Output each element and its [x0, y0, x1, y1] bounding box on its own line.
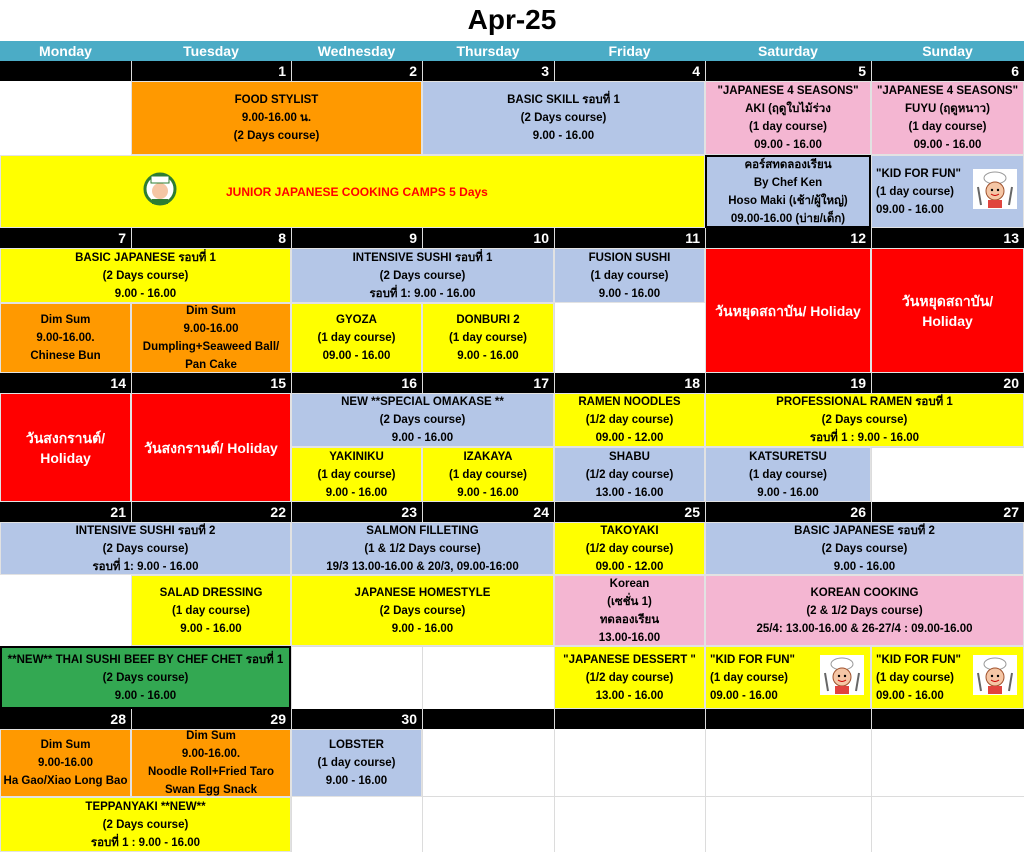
event-line: (1/2 day course): [585, 542, 674, 555]
event-songkran-14[interactable]: [0, 393, 131, 502]
event-line: 09.00 - 16.00: [710, 689, 778, 702]
event-line: 9.00 - 16.00: [532, 130, 595, 142]
event-line: "JAPANESE 4 SEASONS": [717, 85, 859, 97]
event-line: "KID FOR FUN": [710, 653, 796, 666]
event-line: Pan Cake: [185, 359, 237, 371]
event-line: (2 Days course): [102, 818, 189, 831]
event-line: Holiday: [922, 312, 973, 329]
event-line: รอบที่ 1 : 9.00 - 16.00: [90, 836, 201, 849]
event-line: JUNIOR JAPANESE COOKING CAMPS 5 Days: [226, 184, 488, 199]
event-kid-fun-3[interactable]: [871, 646, 1024, 709]
event-line: SALMON FILLETING: [366, 524, 479, 537]
event-line: 9.00 - 16.00: [180, 622, 242, 635]
event-lobster[interactable]: [291, 729, 422, 797]
event-line: SALAD DRESSING: [159, 586, 263, 599]
page-title: Apr-25: [467, 4, 557, 35]
event-line: AKI (ฤดูใบไม้ร่วง: [745, 103, 831, 115]
event-line: Holiday: [40, 449, 91, 466]
day-number: 24: [533, 504, 549, 520]
day-number: 2: [409, 63, 417, 79]
event-holiday-13[interactable]: [871, 248, 1024, 373]
day-number: 13: [1003, 230, 1019, 246]
day-number: 11: [685, 230, 700, 246]
event-line: (1 day course): [449, 332, 527, 344]
event-line: BASIC JAPANESE รอบที่ 1: [75, 251, 216, 264]
event-line: วันสงกรานต์/: [25, 429, 106, 446]
event-line: YAKINIKU: [329, 450, 384, 463]
event-fuyu[interactable]: [871, 81, 1024, 155]
event-junior-camp[interactable]: [0, 155, 705, 228]
day-number: 4: [692, 63, 700, 79]
event-jp-dessert[interactable]: [554, 646, 705, 709]
event-line: "JAPANESE DESSERT ": [563, 653, 696, 666]
event-line: INTENSIVE SUSHI รอบที่ 1: [352, 251, 493, 264]
event-line: FUSION SUSHI: [588, 251, 671, 264]
event-line: 9.00 - 16.00: [457, 486, 519, 499]
event-food-stylist[interactable]: [131, 81, 422, 155]
event-line: RAMEN NOODLES: [578, 396, 681, 408]
day-number: 17: [533, 375, 549, 391]
event-line: FUYU (ฤดูหนาว): [905, 103, 990, 115]
event-line: (1 day course): [908, 121, 987, 133]
day-header-sunday: Sunday: [871, 41, 1024, 61]
day-number: 22: [270, 504, 286, 520]
day-header-monday: Monday: [0, 41, 131, 61]
event-line: "KID FOR FUN": [876, 167, 962, 180]
event-line: 9.00 - 16.00: [114, 689, 177, 702]
chef-kid-icon: [973, 655, 1017, 695]
event-line: BASIC JAPANESE รอบที่ 2: [794, 524, 935, 537]
event-line: Korean: [609, 577, 650, 590]
event-line: (2 Days course): [821, 542, 908, 555]
event-line: 09.00 - 16.00: [754, 139, 822, 151]
event-line: SHABU: [609, 450, 650, 463]
event-trial-ken[interactable]: [705, 155, 871, 228]
event-line: วันหยุดสถาบัน/ Holiday: [715, 302, 861, 319]
day-number: 20: [1003, 375, 1019, 391]
event-line: Hoso Maki (เช้า/ผู้ใหญ่): [728, 194, 848, 207]
event-line: (2 Days course): [821, 414, 908, 426]
day-number: 14: [110, 375, 126, 391]
event-line: รอบที่ 1 : 9.00 - 16.00: [809, 432, 920, 444]
day-number: 27: [1003, 504, 1019, 520]
event-korean-cooking[interactable]: [705, 575, 1024, 646]
day-number: 12: [850, 230, 866, 246]
event-izakaya[interactable]: [422, 447, 554, 502]
event-teppanyaki[interactable]: [0, 797, 291, 852]
event-line: Dim Sum: [40, 739, 91, 751]
day-number: 8: [278, 230, 286, 246]
event-line: BASIC SKILL รอบที่ 1: [507, 94, 620, 106]
event-line: LOBSTER: [329, 739, 384, 751]
event-line: "KID FOR FUN": [876, 653, 962, 666]
event-pro-ramen[interactable]: [705, 393, 1024, 447]
day-header-tuesday: Tuesday: [131, 41, 291, 61]
event-line: 9.00 - 16.00: [391, 622, 454, 635]
event-line: 9.00 - 16.00: [325, 486, 388, 499]
event-line: (2 Days course): [379, 414, 466, 426]
event-line: GYOZA: [336, 314, 377, 326]
event-line: IZAKAYA: [463, 450, 513, 463]
day-header-saturday: Saturday: [705, 41, 871, 61]
camp-logo-icon: [138, 172, 182, 206]
event-line: (2 Days course): [520, 112, 607, 124]
event-donburi[interactable]: [422, 303, 554, 373]
day-number: 15: [270, 375, 286, 391]
event-line: TEPPANYAKI **NEW**: [85, 800, 206, 813]
event-line: TAKOYAKI: [600, 524, 659, 537]
event-line: "JAPANESE 4 SEASONS": [876, 85, 1019, 97]
event-line: 09.00 - 16.00: [322, 350, 391, 362]
event-line: 9.00-16.00.: [181, 748, 241, 760]
event-line: Chinese Bun: [30, 350, 101, 362]
event-line: Noodle Roll+Fried Taro: [148, 766, 274, 778]
event-line: PROFESSIONAL RAMEN รอบที่ 1: [776, 396, 953, 408]
event-line: (2 Days course): [379, 604, 466, 617]
event-line: 9.00 - 16.00: [598, 287, 661, 300]
event-line: 19/3 13.00-16.00 & 20/3, 09.00-16:00: [326, 560, 519, 573]
day-number: 9: [409, 230, 417, 246]
event-line: Dim Sum: [40, 314, 91, 326]
event-line: 09.00 - 12.00: [595, 432, 664, 444]
event-line: 9.00-16.00 น.: [241, 112, 312, 124]
event-line: (1 day course): [172, 604, 250, 617]
event-line: วันหยุดสถาบัน/: [901, 292, 994, 309]
event-line: 9.00 - 16.00: [325, 775, 388, 787]
event-thai-sushi[interactable]: [0, 646, 291, 709]
event-shabu[interactable]: [554, 447, 705, 502]
day-number: 28: [110, 711, 126, 727]
event-line: 09.00 - 16.00: [913, 139, 982, 151]
event-holiday-12[interactable]: [705, 248, 871, 373]
day-number: 29: [270, 711, 286, 727]
event-basic-japanese-1[interactable]: [0, 248, 291, 303]
event-line: 9.00-16.00: [38, 757, 93, 769]
event-yakiniku[interactable]: [291, 447, 422, 502]
event-dimsum-8[interactable]: [131, 303, 291, 373]
event-line: 9.00 - 16.00: [114, 287, 177, 300]
event-line: (1 day course): [449, 468, 527, 481]
event-salad[interactable]: [131, 575, 291, 646]
event-line: (1 day course): [590, 269, 669, 282]
event-dimsum-7[interactable]: [0, 303, 131, 373]
event-line: 9.00 - 16.00: [757, 486, 819, 499]
event-line: (2 Days course): [102, 542, 189, 555]
event-intensive-sushi-1[interactable]: [291, 248, 554, 303]
event-line: (1 day course): [710, 671, 788, 684]
event-line: รอบที่ 1: 9.00 - 16.00: [92, 560, 199, 573]
event-line: (เซชั่น 1): [607, 595, 652, 608]
event-line: By Chef Ken: [753, 176, 823, 189]
event-line: 09.00-16.00 (บ่าย/เด็ก): [730, 212, 846, 225]
event-basic-japanese-2[interactable]: [705, 522, 1024, 575]
day-header-thursday: Thursday: [422, 41, 554, 61]
event-line: (1 day course): [317, 757, 396, 769]
event-songkran-15[interactable]: [131, 393, 291, 502]
event-line: Dumpling+Seaweed Ball/: [142, 341, 280, 353]
event-line: KOREAN COOKING: [810, 586, 919, 599]
event-line: 09.00 - 16.00: [876, 689, 944, 702]
day-number: 23: [401, 504, 417, 520]
event-line: 9.00 - 16.00: [457, 350, 519, 362]
event-intensive-sushi-2[interactable]: [0, 522, 291, 575]
event-line: (1 day course): [749, 121, 827, 133]
day-number: 3: [541, 63, 549, 79]
event-line: วันสงกรานต์/ Holiday: [144, 439, 278, 456]
event-line: **NEW** THAI SUSHI BEEF BY CHEF CHET รอบที่ 1: [7, 653, 284, 666]
event-line: INTENSIVE SUSHI รอบที่ 2: [75, 524, 216, 537]
day-header-wednesday: Wednesday: [291, 41, 422, 61]
event-line: (1/2 day course): [585, 671, 674, 684]
event-line: (2 Days course): [102, 269, 189, 282]
event-line: คอร์สทดลองเรียน: [744, 158, 832, 171]
event-kid-fun-2[interactable]: [705, 646, 871, 709]
event-line: ทดลองเรียน: [599, 613, 660, 626]
event-dimsum-29[interactable]: [131, 729, 291, 797]
event-line: NEW **SPECIAL OMAKASE **: [341, 396, 504, 408]
day-header-friday: Friday: [554, 41, 705, 61]
event-ramen[interactable]: [554, 393, 705, 447]
event-line: FOOD STYLIST: [234, 94, 319, 106]
event-line: Dim Sum: [186, 305, 236, 317]
day-number: 16: [401, 375, 417, 391]
day-number: 21: [110, 504, 126, 520]
camp-logo-icon: [138, 172, 182, 212]
event-kid-fun-1[interactable]: [871, 155, 1024, 228]
day-number: 7: [118, 230, 126, 246]
event-line: Ha Gao/Xiao Long Bao: [3, 775, 128, 787]
event-line: (1 day course): [876, 671, 954, 684]
event-line: 13.00 - 16.00: [595, 689, 664, 702]
event-line: Swan Egg Snack: [164, 784, 257, 796]
event-line: 09.00 - 16.00: [876, 203, 944, 216]
event-line: (1 day course): [317, 332, 396, 344]
event-line: 9.00 - 16.00: [391, 432, 454, 444]
chef-kid-icon: [820, 655, 864, 701]
event-line: KATSURETSU: [749, 450, 827, 463]
event-line: Dim Sum: [186, 730, 236, 742]
event-line: JAPANESE HOMESTYLE: [354, 586, 491, 599]
event-homestyle[interactable]: [291, 575, 554, 646]
event-line: 09.00 - 12.00: [595, 560, 664, 573]
chef-kid-icon: [973, 169, 1017, 209]
event-line: (1 day course): [749, 468, 827, 481]
day-number: 6: [1011, 63, 1019, 79]
event-aki[interactable]: [705, 81, 871, 155]
day-number: 1: [278, 63, 286, 79]
day-number: 10: [533, 230, 549, 246]
event-salmon[interactable]: [291, 522, 554, 575]
event-dimsum-28[interactable]: [0, 729, 131, 797]
event-korean-trial[interactable]: [554, 575, 705, 646]
day-number: 25: [684, 504, 700, 520]
event-line: (2 Days course): [233, 130, 320, 142]
event-line: 25/4: 13.00-16.00 & 26-27/4 : 09.00-16.00: [756, 622, 973, 635]
event-line: 9.00 - 16.00: [833, 560, 896, 573]
day-number: 30: [401, 711, 417, 727]
event-line: (1/2 day course): [585, 468, 674, 481]
event-line: 9.00-16.00.: [36, 332, 95, 344]
event-gyoza[interactable]: [291, 303, 422, 373]
event-fusion-sushi[interactable]: [554, 248, 705, 303]
chef-kid-icon: [820, 655, 864, 695]
event-line: (1/2 day course): [585, 414, 674, 426]
event-line: 9.00-16.00: [183, 323, 239, 335]
event-takoyaki[interactable]: [554, 522, 705, 575]
event-line: รอบที่ 1: 9.00 - 16.00: [369, 287, 476, 300]
event-line: 13.00 - 16.00: [595, 486, 664, 499]
day-number: 5: [858, 63, 866, 79]
day-number: 26: [850, 504, 866, 520]
event-line: 13.00-16.00: [598, 631, 661, 644]
event-line: (2 Days course): [379, 269, 466, 282]
chef-kid-icon: [973, 655, 1017, 701]
day-number: 19: [850, 375, 866, 391]
event-line: (1 & 1/2 Days course): [364, 542, 481, 555]
event-omakase[interactable]: [291, 393, 554, 447]
chef-kid-icon: [973, 169, 1017, 215]
event-line: (1 day course): [876, 185, 954, 198]
day-number: 18: [684, 375, 700, 391]
event-basic-skill[interactable]: [422, 81, 705, 155]
event-line: (1 day course): [317, 468, 396, 481]
event-katsuretsu[interactable]: [705, 447, 871, 502]
event-line: DONBURI 2: [456, 314, 520, 326]
event-line: (2 Days course): [102, 671, 189, 684]
event-line: (2 & 1/2 Days course): [806, 604, 923, 617]
